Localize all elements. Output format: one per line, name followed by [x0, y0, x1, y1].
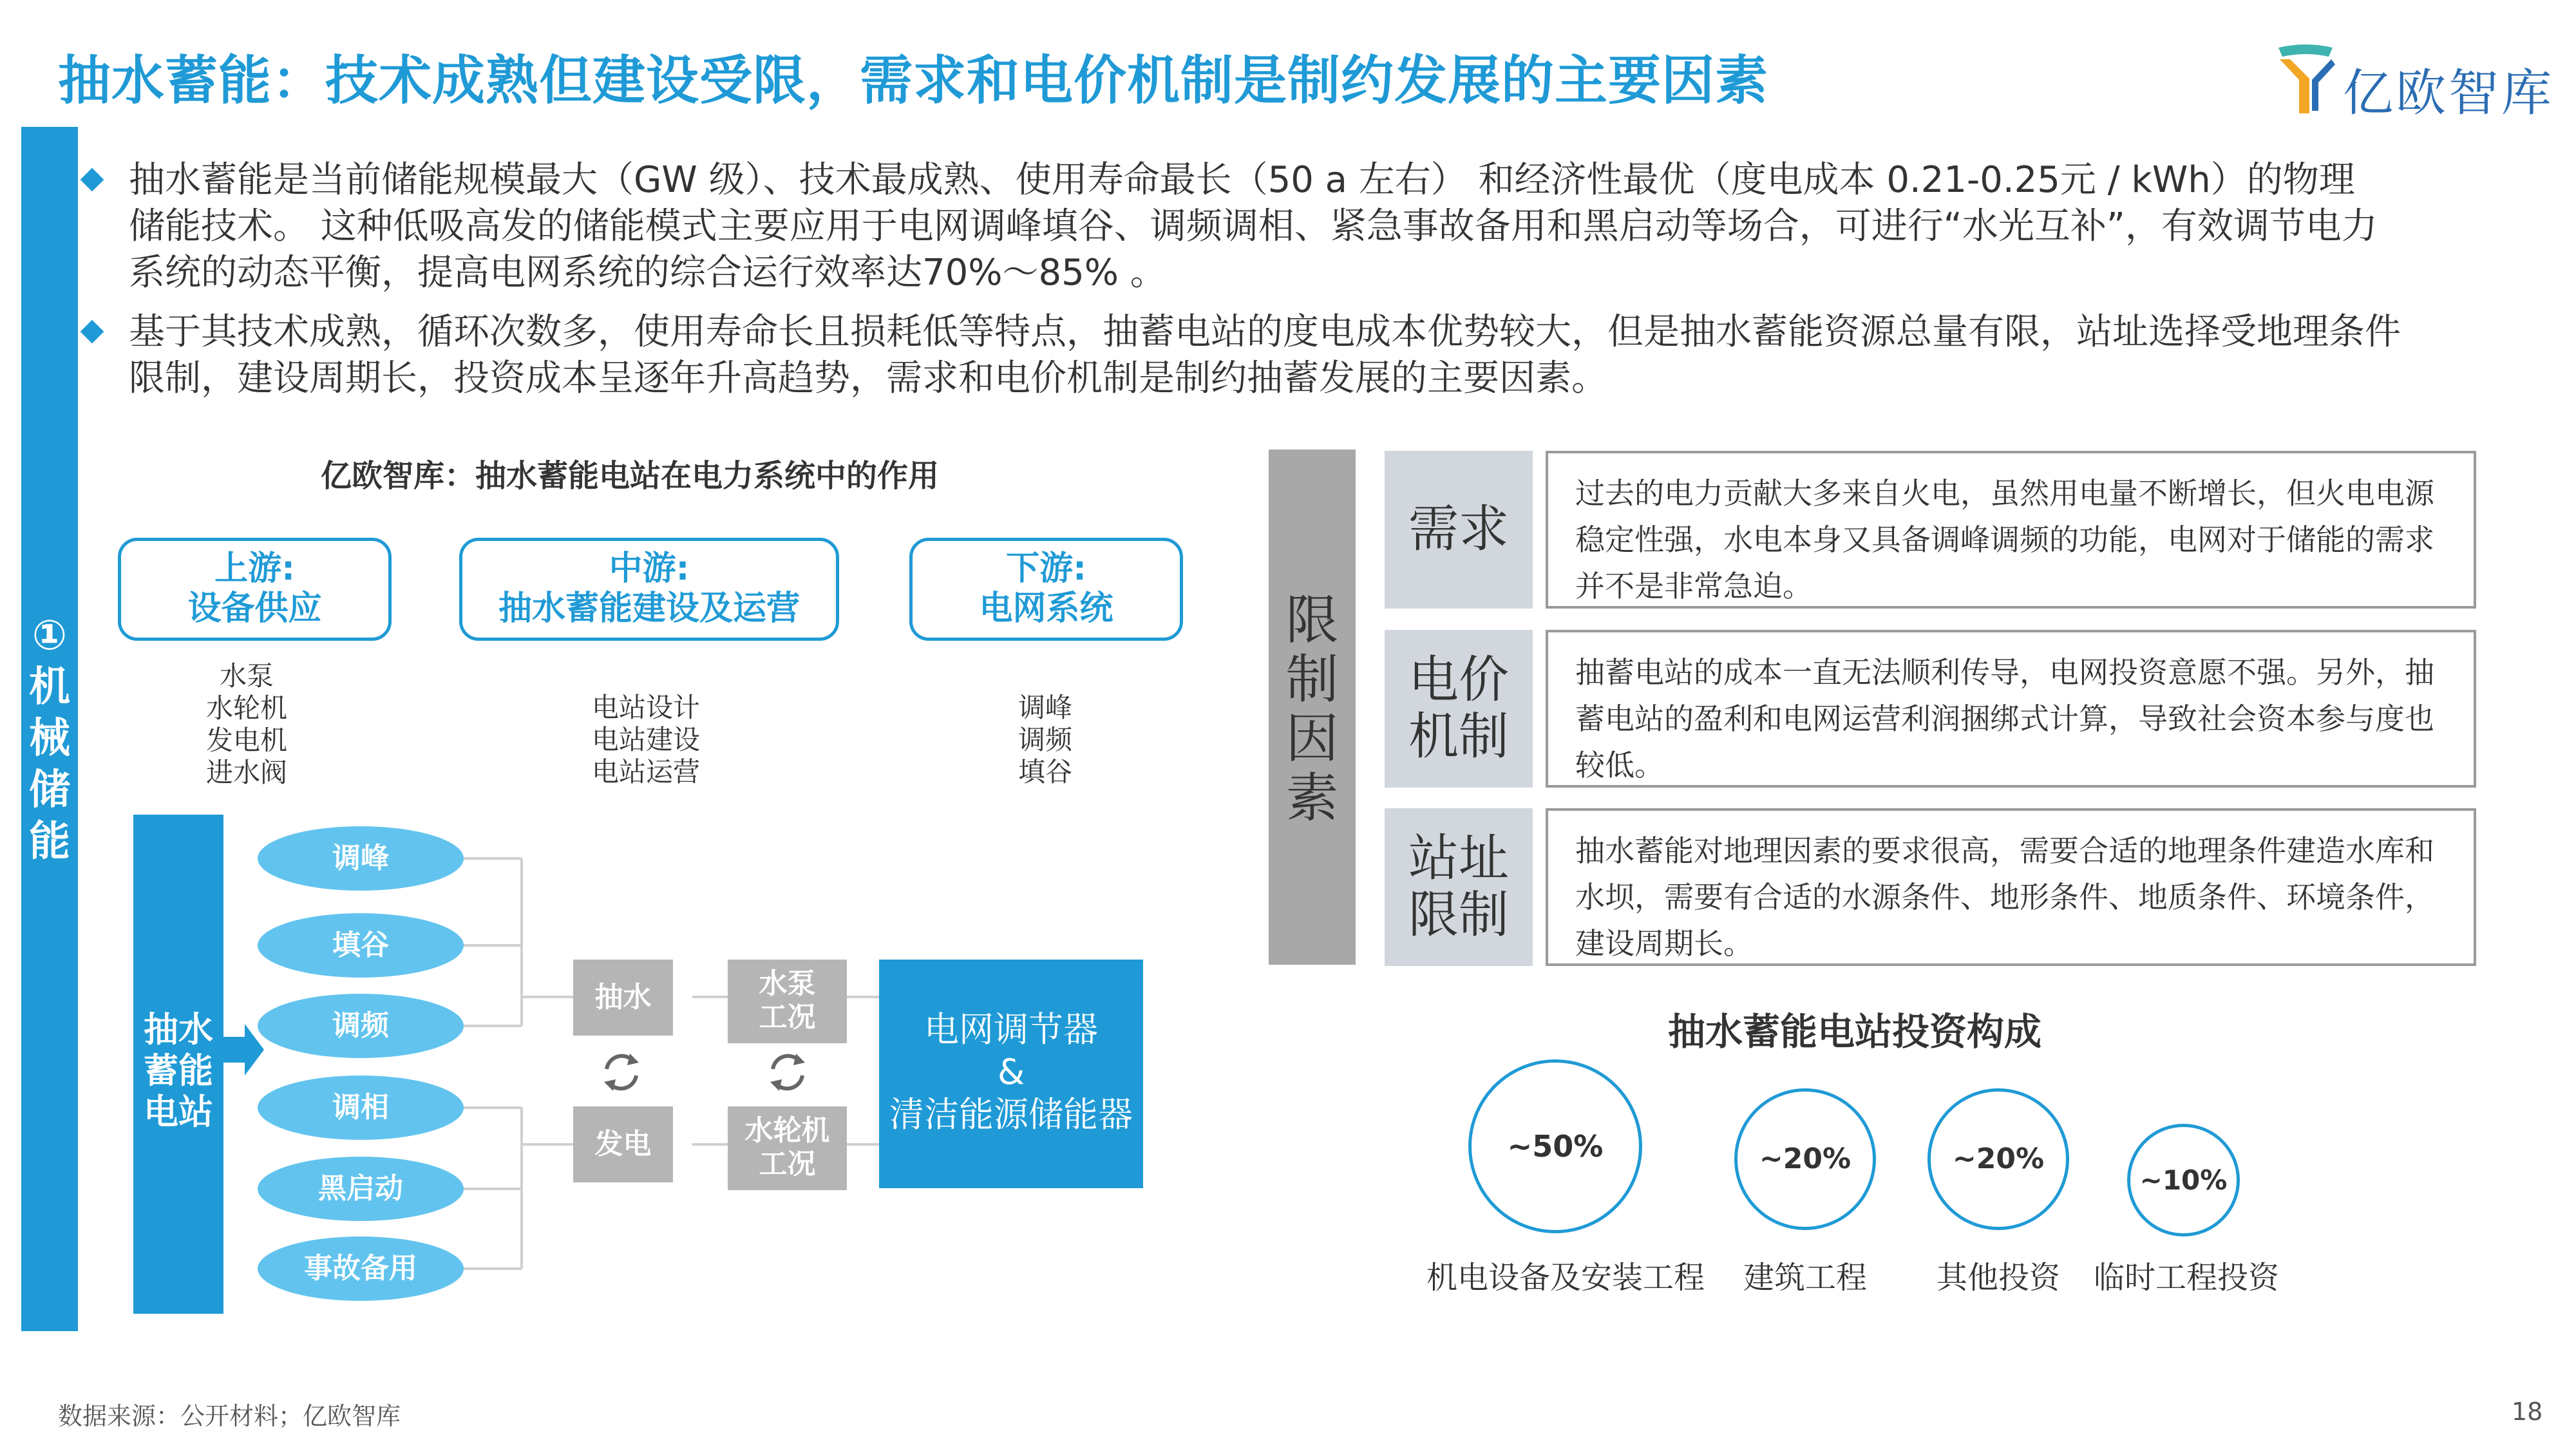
description-line: 稳定性强，水电本身又具备调峰调频的功能，电网对于储能的需求: [1575, 522, 2434, 557]
cycle-arrows-icon: [765, 1050, 810, 1095]
grid-box-line: 清洁能源储能器: [889, 1094, 1133, 1135]
limit-char: 因: [1285, 708, 1339, 770]
data-source: 数据来源：公开材料；亿欧智库: [58, 1402, 401, 1430]
station-label: [133, 1009, 223, 1133]
arrow-right-icon: [219, 1024, 264, 1075]
factor-name: [1385, 808, 1533, 943]
downstream-items: [981, 692, 1110, 788]
section-char: 机: [29, 663, 70, 711]
section-char: 能: [29, 818, 70, 866]
investment-label-3: 其他投资: [1936, 1260, 2060, 1296]
list-item: 电站建设: [591, 724, 700, 755]
description-line: 水坝，需要有合适的水源条件、地形条件、地质条件、环境条件，: [1575, 880, 2434, 914]
factor-name: 需求: [1408, 500, 1509, 558]
cycle-arrows-icon: [599, 1050, 644, 1095]
bullet-line: 抽水蓄能是当前储能规模最大（GW 级）、技术最成熟、使用寿命最长（50 a 左右） 和经济性最优（度电成本 0.21-0.25元 / kWh）的物理: [129, 159, 2355, 201]
investment-circle-4: ~10%: [2127, 1124, 2240, 1236]
condition-line: 水泵: [759, 967, 816, 1000]
section-sidebar: [21, 127, 78, 1331]
stream-label: 上游:: [214, 549, 295, 588]
midstream-items: [569, 692, 723, 788]
function-black-start: 黑启动: [258, 1157, 464, 1221]
description-line: 建设周期长。: [1575, 926, 1753, 961]
list-item: 填谷: [1018, 756, 1072, 788]
function-phase-regulation: 调相: [258, 1075, 464, 1140]
factor-name: [1385, 630, 1533, 765]
stream-label: 中游:: [609, 549, 690, 588]
section-number: ①: [32, 612, 68, 659]
generate-mode-box: 发电: [573, 1106, 673, 1182]
upstream-box: [118, 538, 392, 641]
investment-label-1: 机电设备及安装工程: [1426, 1260, 1705, 1296]
limit-label-text: [1269, 450, 1356, 828]
list-item: 调峰: [1018, 692, 1072, 723]
page-title: 抽水蓄能：技术成熟但建设受限，需求和电价机制是制约发展的主要因素: [58, 50, 1769, 111]
role-diagram-title: 亿欧智库：抽水蓄能电站在电力系统中的作用: [321, 458, 940, 494]
factor-name-line: 站址: [1408, 829, 1509, 887]
function-emergency-backup: 事故备用: [258, 1236, 464, 1301]
diamond-bullet-icon: [80, 168, 104, 192]
investment-circle-2: ~20%: [1734, 1088, 1876, 1230]
pump-condition-box: [728, 960, 847, 1043]
section-char: 储: [29, 766, 70, 814]
grid-box-text: [879, 960, 1143, 1136]
bullet-line: 基于其技术成熟，循环次数多，使用寿命长且损耗低等特点，抽蓄电站的度电成本优势较大，但是抽水蓄能资源总量有限，站址选择受地理条件: [129, 311, 2401, 353]
limit-char: 制: [1285, 649, 1339, 710]
logo-text: 亿欧智库: [2343, 64, 2555, 122]
list-item: 进水阀: [205, 757, 287, 788]
logo-mark-icon: [2273, 40, 2338, 117]
downstream-box: [909, 538, 1183, 641]
list-item: 发电机: [205, 724, 287, 756]
function-frequency-regulation: 调频: [258, 994, 464, 1058]
function-peak-shaving: 调峰: [258, 826, 464, 891]
investment-title: 抽水蓄能电站投资构成: [1668, 1010, 2042, 1054]
factor-name-line: 机制: [1408, 708, 1509, 766]
bullet-line: 限制，建设周期长，投资成本呈逐年升高趋势，需求和电价机制是制约抽蓄发展的主要因素。: [129, 357, 1607, 399]
bullet-text: [129, 309, 2401, 402]
limit-char: 素: [1285, 768, 1339, 829]
list-item: 水泵: [219, 660, 274, 692]
bullet-2: [84, 309, 2544, 406]
upstream-items: [182, 660, 311, 789]
pumped-storage-station-box: [133, 815, 223, 1314]
section-char: 械: [29, 715, 70, 762]
investment-circle-1: ~50%: [1468, 1059, 1642, 1233]
description-line: 过去的电力贡献大多来自火电，虽然用电量不断增长，但火电电源: [1575, 476, 2434, 511]
condition-line: 工况: [759, 1148, 816, 1180]
stream-label: 设备供应: [187, 589, 322, 628]
factor-site-label: [1385, 808, 1533, 966]
stream-label: 电网系统: [979, 589, 1113, 628]
factor-demand-label: [1385, 451, 1533, 609]
factor-pricing-label: [1385, 630, 1533, 788]
investment-circle-3: ~20%: [1927, 1088, 2069, 1230]
list-item: 调频: [1018, 724, 1072, 755]
list-item: 电站设计: [591, 692, 700, 723]
grid-regulator-box: [879, 960, 1143, 1188]
factor-site-description: [1546, 808, 2476, 966]
list-item: 电站运营: [591, 756, 700, 788]
limit-char: 限: [1285, 590, 1339, 651]
page-number: 18: [2512, 1397, 2543, 1426]
function-valley-filling: 填谷: [258, 913, 464, 978]
station-line: 抽水: [144, 1009, 213, 1050]
factor-demand-description: [1546, 451, 2476, 609]
stream-label: 抽水蓄能建设及运营: [498, 589, 800, 628]
midstream-box: [459, 538, 839, 641]
investment-label-4: 临时工程投资: [2093, 1260, 2279, 1296]
logo: [2273, 37, 2555, 122]
turbine-condition-box: [728, 1106, 847, 1190]
description-line: 蓄电站的盈利和电网运营利润捆绑式计算，导致社会资本参与度也: [1575, 701, 2434, 736]
condition-line: 工况: [759, 1001, 816, 1034]
list-item: 水轮机: [205, 692, 287, 724]
factor-name-line: 电价: [1408, 651, 1509, 709]
description-line: 抽蓄电站的成本一直无法顺利传导，电网投资意愿不强。另外，抽: [1575, 655, 2434, 690]
investment-label-2: 建筑工程: [1743, 1260, 1867, 1296]
bullet-text: [129, 157, 2378, 296]
description-line: 抽水蓄能对地理因素的要求很高，需要合适的地理条件建造水库和: [1575, 833, 2434, 868]
pump-mode-box: 抽水: [573, 960, 673, 1036]
grid-box-line: 电网调节器: [924, 1009, 1098, 1050]
stream-label: 下游:: [1006, 549, 1086, 588]
factor-pricing-description: [1546, 630, 2476, 788]
bullet-line: 系统的动态平衡，提高电网系统的综合运行效率达70%～85% 。: [129, 252, 1166, 294]
factor-name-line: 限制: [1408, 886, 1509, 944]
description-line: 较低。: [1575, 748, 1664, 782]
bullet-1: [84, 157, 2544, 305]
station-line: 电站: [144, 1092, 213, 1132]
condition-line: 水轮机: [744, 1114, 830, 1147]
station-line: 蓄能: [144, 1050, 213, 1091]
section-label: [21, 610, 78, 867]
description-line: 并不是非常急迫。: [1575, 569, 1812, 603]
grid-box-line: &: [997, 1052, 1025, 1092]
limiting-factors-label: [1269, 450, 1356, 965]
bullet-line: 储能技术。 这种低吸高发的储能模式主要应用于电网调峰填谷、调频调相、紧急事故备用和黑启动等场合，可进行“水光互补”，有效调节电力: [129, 205, 2378, 247]
diamond-bullet-icon: [80, 320, 104, 344]
